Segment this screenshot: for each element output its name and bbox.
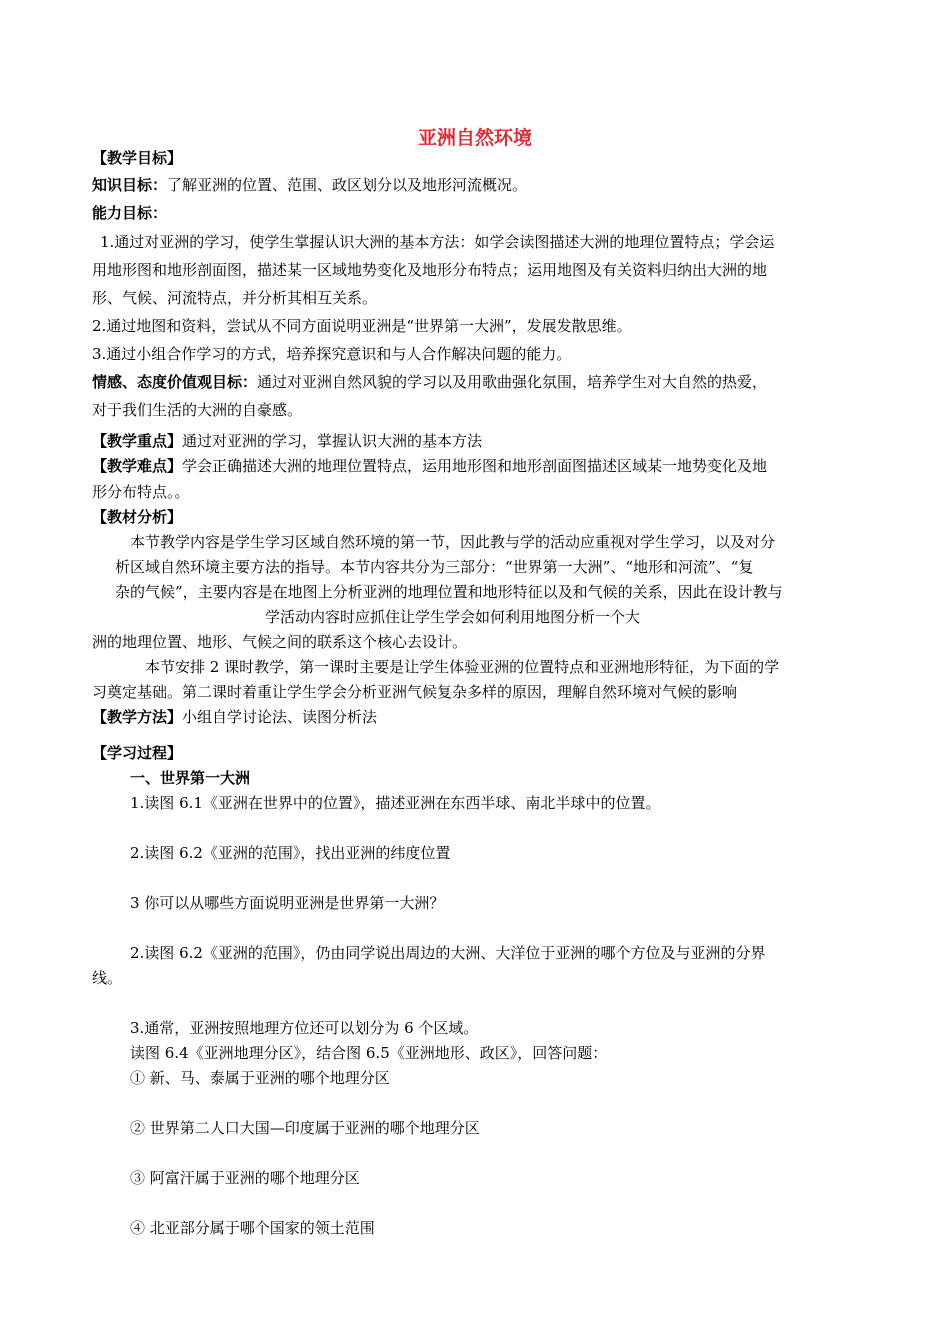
knowledge-text: 了解亚洲的位置、范围、政区划分以及地形河流概况。	[167, 176, 528, 194]
ability-item-2: 2.通过地图和资料，尝试从不同方面说明亚洲是“世界第一大洲”，发展发散思维。	[92, 317, 632, 335]
emotion-objective-line-2: 对于我们生活的大洲的自豪感。	[92, 401, 303, 419]
ability-label: 能力目标：	[92, 204, 168, 222]
difficulty-label: 【教学难点】	[92, 457, 183, 475]
analysis-line-1: 本节教学内容是学生学习区域自然环境的第一节，因此教与学的活动应重视对学生学习，以及对分	[130, 533, 776, 551]
ability-item-1-line-2: 用地形图和地形剖面图，描述某一区域地势变化及地形分布特点；运用地图及有关资料归纳出大洲的地	[92, 261, 768, 279]
analysis-line-2: 析区域自然环境主要方法的指导。本节内容共分为三部分：“世界第一大洲”、“地形和河流”、“复	[115, 558, 754, 576]
question-3: 3 你可以从哪些方面说明亚洲是世界第一大洲？	[130, 894, 445, 912]
difficulty-line-2: 形分布特点。。	[92, 483, 190, 501]
question-5-instruction: 读图 6.4《亚洲地理分区》，结合图 6.5《亚洲地形、政区》，回答问题：	[130, 1044, 608, 1062]
knowledge-label: 知识目标：	[92, 176, 168, 194]
ability-item-3: 3.通过小组合作学习的方式，培养探究意识和与人合作解决问题的能力。	[92, 345, 572, 363]
objectives-heading: 【教学目标】	[92, 149, 183, 167]
section-1-heading: 一、世界第一大洲	[130, 769, 251, 787]
analysis-label: 【教材分析】	[92, 508, 183, 526]
method-text: 小组自学讨论法、读图分析法	[182, 708, 378, 726]
key-point-text: 通过对亚洲的学习，掌握认识大洲的基本方法	[182, 432, 483, 450]
analysis-line-5: 洲的地理位置、地形、气候之间的联系这个核心去设计。	[92, 633, 468, 651]
ability-item-1-line-1: 1.通过对亚洲的学习，使学生掌握认识大洲的基本方法：如学会读图描述大洲的地理位置特点；学会运	[100, 233, 775, 251]
analysis-line-3: 杂的气候”，主要内容是在地图上分析亚洲的地理位置和地形特征以及和气候的关系，因此在设计教与	[115, 583, 783, 601]
analysis-line-4: 学活动内容时应抓住让学生学会如何利用地图分析一个大	[265, 608, 641, 626]
sub-question-1: ① 新、马、泰属于亚洲的哪个地理分区	[130, 1069, 390, 1087]
question-1: 1.读图 6.1《亚洲在世界中的位置》，描述亚洲在东西半球、南北半球中的位置。	[130, 794, 661, 812]
sub-question-2: ② 世界第二人口大国—印度属于亚洲的哪个地理分区	[130, 1119, 480, 1137]
key-point-label: 【教学重点】	[92, 432, 183, 450]
question-5: 3.通常，亚洲按照地理方位还可以划分为 6 个区域。	[130, 1019, 479, 1037]
key-point	[92, 431, 482, 451]
method-label: 【教学方法】	[92, 708, 183, 726]
analysis-line-6: 本节安排 2 课时教学，第一课时主要是让学生体验亚洲的位置特点和亚洲地形特征，为下面的学	[145, 658, 780, 676]
ability-item-1-line-3: 形、气候、河流特点，并分析其相互关系。	[92, 289, 378, 307]
difficulty-text: 学会正确描述大洲的地理位置特点，运用地形图和地形剖面图描述区域某一地势变化及地	[182, 457, 768, 475]
emotion-objective-line-1	[92, 372, 767, 392]
sub-question-3: ③ 阿富汗属于亚洲的哪个地理分区	[130, 1169, 360, 1187]
question-4-line-2: 线。	[92, 969, 123, 987]
emotion-label: 情感、态度价值观目标：	[92, 373, 258, 391]
knowledge-objective	[92, 175, 527, 195]
sub-question-4: ④ 北亚部分属于哪个国家的领土范围	[130, 1219, 375, 1237]
teaching-method	[92, 707, 377, 727]
question-2: 2.读图 6.2《亚洲的范围》，找出亚洲的纬度位置	[130, 844, 451, 862]
emotion-text: 通过对亚洲自然风貌的学习以及用歌曲强化氛围，培养学生对大自然的热爱，	[257, 373, 768, 391]
question-4-line-1: 2.读图 6.2《亚洲的范围》，仍由同学说出周边的大洲、大洋位于亚洲的哪个方位及与亚洲的分界	[130, 944, 766, 962]
process-label: 【学习过程】	[92, 744, 183, 762]
analysis-line-7: 习奠定基础。第二课时着重让学生学会分析亚洲气候复杂多样的原因，理解自然环境对气候的影响	[92, 683, 738, 701]
page-title: 亚洲自然环境	[417, 127, 532, 149]
difficulty-line-1	[92, 456, 767, 476]
